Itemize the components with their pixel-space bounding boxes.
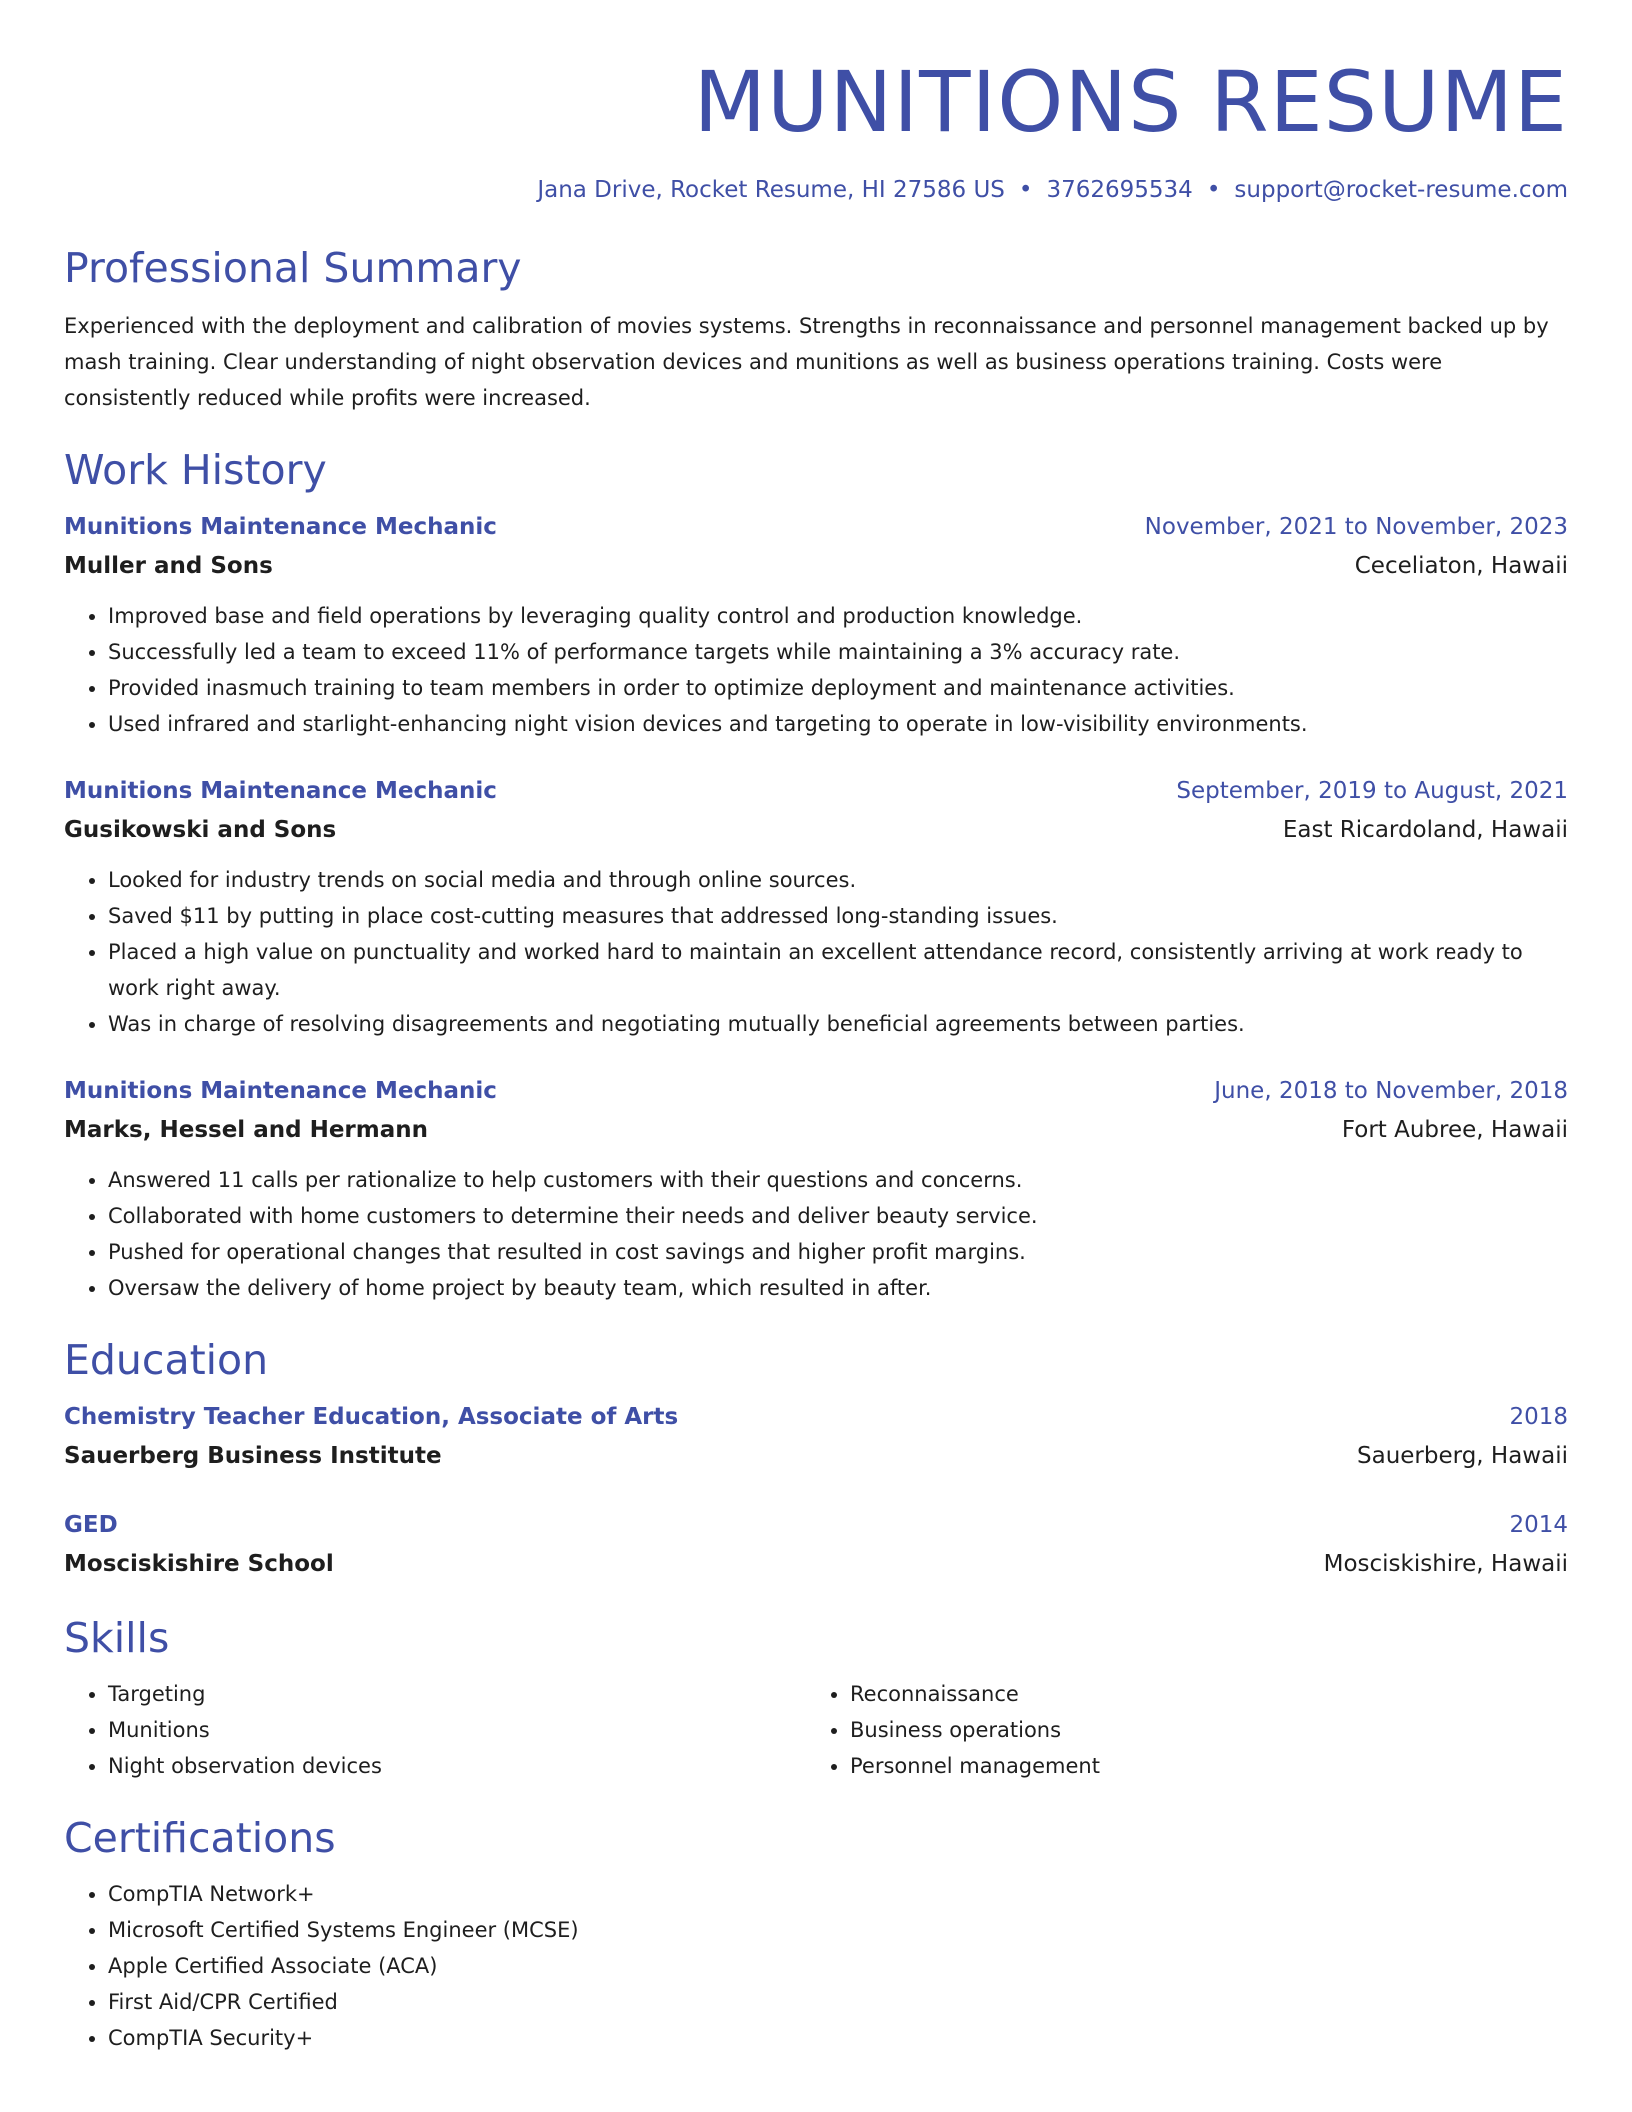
skill-item: • Targeting [108,1676,806,1712]
separator-dot: • [1206,177,1221,203]
company-name: Gusikowski and Sons [64,817,337,843]
education-heading: Education [64,1336,269,1384]
list-item: • Used infrared and starlight-enhancing night vision devices and targeting to operate in low-visibility environments. [108,706,1568,742]
skills-section [64,1612,1568,1784]
graduation-year: 2018 [1509,1404,1568,1430]
company-name: Marks, Hessel and Hermann [64,1117,428,1143]
job-location: Fort Aubree, Hawaii [1341,1117,1568,1143]
phone: 3762695534 [1046,177,1193,203]
work-history-heading: Work History [64,446,327,494]
work-history-section [64,444,1568,1306]
list-item: • Placed a high value on punctuality and worked hard to maintain an excellent attendance record, consistently arriving at work ready to work right away. [108,934,1568,1006]
resume-page [64,0,1568,2056]
list-item: • Pushed for operational changes that resulted in cost savings and higher profit margins. [108,1234,1568,1270]
certifications-list [64,1876,1568,2056]
certifications-heading: Certifications [64,1814,336,1862]
separator-dot: • [1018,177,1033,203]
address: Jana Drive, Rocket Resume, HI 27586 US [537,177,1005,203]
job-bullets [64,862,1568,1042]
education-entry [64,1398,1568,1476]
list-item: • Improved base and field operations by leveraging quality control and production knowledge. [108,598,1568,634]
certifications-section [64,1812,1568,2056]
school-name: Sauerberg Business Institute [64,1443,442,1469]
job-location: Ceceliaton, Hawaii [1354,553,1568,579]
job-entry [64,508,1568,742]
skills-list-left [64,1676,806,1784]
list-item: • Collaborated with home customers to determine their needs and deliver beauty service. [108,1198,1568,1234]
certification-item: • Apple Certified Associate (ACA) [108,1948,1568,1984]
summary-text: Experienced with the deployment and calibration of movies systems. Strengths in reconnaissance and personnel management backed up by mash training. Clear understanding of night observation devices and munitions as well as business operations training. Costs were consistently reduced while profits were increased. [64,314,1549,410]
skills-heading: Skills [64,1614,170,1662]
skill-item: • Business operations [850,1712,1548,1748]
job-entry [64,1072,1568,1306]
skill-item: • Personnel management [850,1748,1548,1784]
list-item: • Answered 11 calls per rationalize to help customers with their questions and concerns. [108,1162,1568,1198]
list-item: • Was in charge of resolving disagreements and negotiating mutually beneficial agreements between parties. [108,1006,1568,1042]
job-location: East Ricardoland, Hawaii [1282,817,1568,843]
skills-list-right [806,1676,1548,1784]
degree-title: GED [64,1512,118,1538]
list-item: • Looked for industry trends on social media and through online sources. [108,862,1568,898]
graduation-year: 2014 [1509,1512,1568,1538]
summary-section [64,242,1568,416]
list-item: • Successfully led a team to exceed 11% of performance targets while maintaining a 3% accuracy rate. [108,634,1568,670]
list-item: • Saved $11 by putting in place cost-cutting measures that addressed long-standing issues. [108,898,1568,934]
job-dates: June, 2018 to November, 2018 [1214,1078,1568,1104]
certification-item: • CompTIA Network+ [108,1876,1568,1912]
education-section [64,1334,1568,1584]
job-title: Munitions Maintenance Mechanic [64,778,497,804]
job-dates: September, 2019 to August, 2021 [1176,778,1568,804]
job-bullets [64,1162,1568,1306]
certification-item: • First Aid/CPR Certified [108,1984,1568,2020]
education-entry [64,1506,1568,1584]
job-dates: November, 2021 to November, 2023 [1144,514,1568,540]
summary-heading: Professional Summary [64,244,522,292]
job-title: Munitions Maintenance Mechanic [64,514,497,540]
skill-item: • Night observation devices [108,1748,806,1784]
certification-item: • CompTIA Security+ [108,2020,1568,2056]
company-name: Muller and Sons [64,553,273,579]
school-name: Mosciskishire School [64,1551,334,1577]
job-title: Munitions Maintenance Mechanic [64,1078,497,1104]
contact-line [64,174,1568,206]
degree-title: Chemistry Teacher Education, Associate of Arts [64,1404,679,1430]
skill-item: • Munitions [108,1712,806,1748]
school-location: Sauerberg, Hawaii [1357,1443,1568,1469]
email-link[interactable]: support@rocket-resume.com [1234,177,1568,203]
resume-title: MUNITIONS RESUME [693,53,1568,151]
school-location: Mosciskishire, Hawaii [1323,1551,1568,1577]
skills-grid [64,1676,1568,1784]
list-item: • Provided inasmuch training to team members in order to optimize deployment and maintenance activities. [108,670,1568,706]
job-entry [64,772,1568,1042]
list-item: • Oversaw the delivery of home project by beauty team, which resulted in after. [108,1270,1568,1306]
skill-item: • Reconnaissance [850,1676,1548,1712]
certification-item: • Microsoft Certified Systems Engineer (MCSE) [108,1912,1568,1948]
job-bullets [64,598,1568,742]
